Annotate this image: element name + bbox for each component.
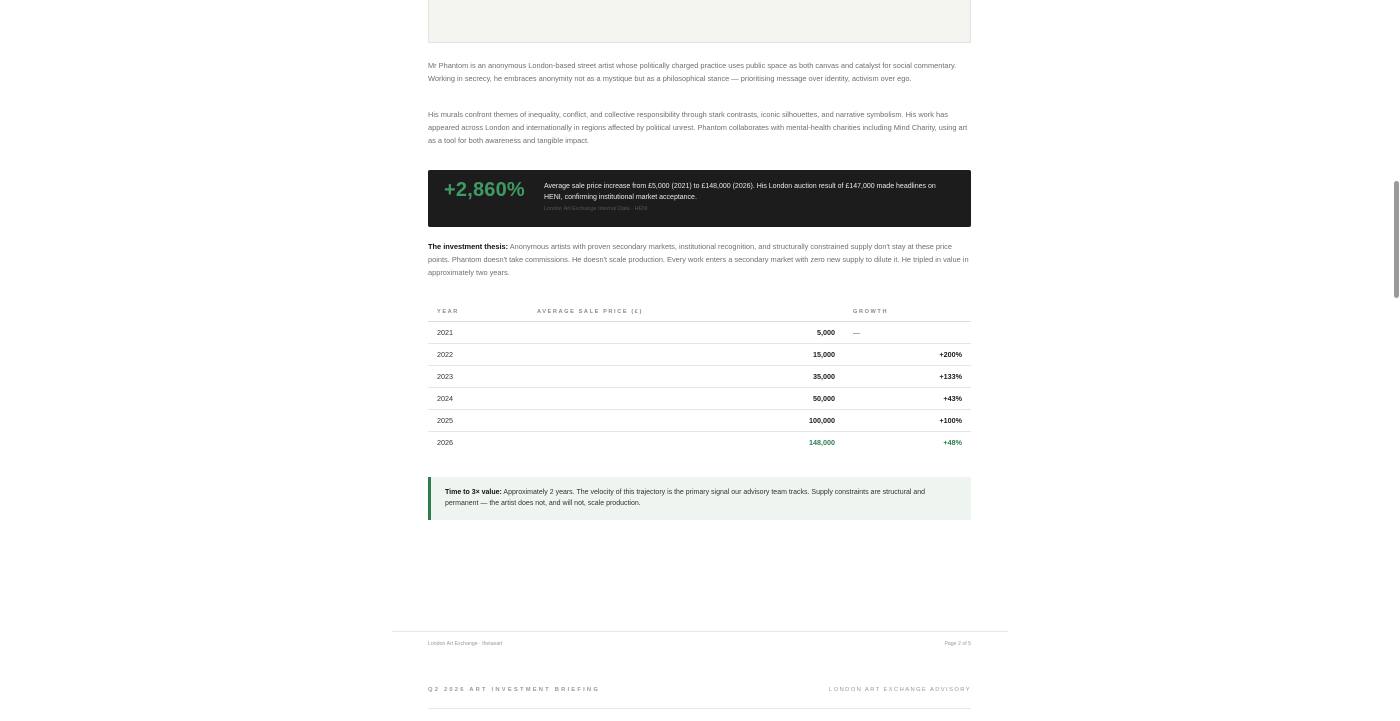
callout-label: Time to 3× value: <box>445 489 502 496</box>
time-to-value-callout <box>428 477 971 520</box>
cell-gap <box>835 432 853 454</box>
next-page-header-brand: LONDON ART EXCHANGE ADVISORY <box>829 687 971 693</box>
image-placeholder <box>428 0 971 43</box>
header-gap <box>835 302 853 322</box>
cell-year: 2021 <box>428 322 537 344</box>
header-price: AVERAGE SALE PRICE (£) <box>537 302 835 322</box>
table-header-row <box>428 302 971 322</box>
table-row <box>428 366 971 388</box>
table-row <box>428 344 971 366</box>
cell-growth: — <box>853 322 971 344</box>
stat-value: +2,860% <box>444 179 525 201</box>
cell-price: 15,000 <box>537 344 835 366</box>
cell-growth: +100% <box>853 410 971 432</box>
cell-growth: +43% <box>853 388 971 410</box>
thesis-text: Anonymous artists with proven secondary markets, institutional recognition, and structurally constrained supply don't stay at these price points. Phantom doesn't take commissions. He doesn't scale production. Every work enters a secondary market with zero new supply to dilute it. He tripled in value in approximately two years. <box>428 242 969 278</box>
cell-price: 5,000 <box>537 322 835 344</box>
callout-text <box>445 488 960 509</box>
cell-year: 2025 <box>428 410 537 432</box>
table-row-highlight <box>428 432 971 454</box>
thesis-label: The investment thesis: <box>428 242 509 251</box>
cell-gap <box>835 322 853 344</box>
scrollbar-track[interactable] <box>1391 0 1400 721</box>
cell-gap <box>835 344 853 366</box>
callout-body: Approximately 2 years. The velocity of this trajectory is the primary signal our advisory team tracks. Supply constraints are structural and permanent — the artist does not, and will not, scale production. <box>445 489 926 507</box>
next-page-header-title: Q2 2026 ART INVESTMENT BRIEFING <box>428 687 601 693</box>
cell-growth: +133% <box>853 366 971 388</box>
header-growth: GROWTH <box>853 302 971 322</box>
footer-left: London Art Exchange · thelaeart <box>428 641 503 647</box>
header-year: YEAR <box>428 302 537 322</box>
stat-banner <box>428 170 971 227</box>
cell-growth: +200% <box>853 344 971 366</box>
investment-thesis <box>428 240 971 280</box>
footer-divider <box>392 631 1008 632</box>
price-growth-table <box>428 302 971 453</box>
table-row <box>428 388 971 410</box>
artist-work-paragraph: His murals confront themes of inequality, conflict, and collective responsibility through stark contrasts, iconic silhouettes, and narrative symbolism. His work has appeared across London and internationally in regions affected by political unrest. Phantom collaborates with mental-health charities including Mind Charity, using art as a tool for both awareness and tangible impact. <box>428 110 968 146</box>
cell-year: 2023 <box>428 366 537 388</box>
cell-price: 50,000 <box>537 388 835 410</box>
artist-bio-paragraph: Mr Phantom is an anonymous London-based street artist whose politically charged practice uses public space as both canvas and catalyst for social commentary. Working in secrecy, he embraces anonymity not as a mystique but as a philosophical stance — prioritising message over identity, activism over ego. <box>428 61 957 84</box>
cell-year: 2022 <box>428 344 537 366</box>
cell-gap <box>835 388 853 410</box>
cell-price: 35,000 <box>537 366 835 388</box>
cell-price: 100,000 <box>537 410 835 432</box>
table-row <box>428 410 971 432</box>
table-row <box>428 322 971 344</box>
cell-year: 2024 <box>428 388 537 410</box>
page-number: Page 2 of 5 <box>944 641 971 647</box>
scrollbar-thumb[interactable] <box>1394 181 1399 298</box>
cell-price: 148,000 <box>809 438 835 447</box>
cell-gap <box>835 410 853 432</box>
cell-growth: +48% <box>943 438 962 447</box>
stat-source: London Art Exchange Internal Data · HENI <box>544 206 648 212</box>
stat-description: Average sale price increase from £5,000 (2021) to £148,000 (2026). His London auction result of £147,000 made headlines on HENI, confirming institutional market acceptance. <box>544 183 936 201</box>
header-divider <box>428 708 971 709</box>
cell-year: 2026 <box>437 438 453 447</box>
cell-gap <box>835 366 853 388</box>
